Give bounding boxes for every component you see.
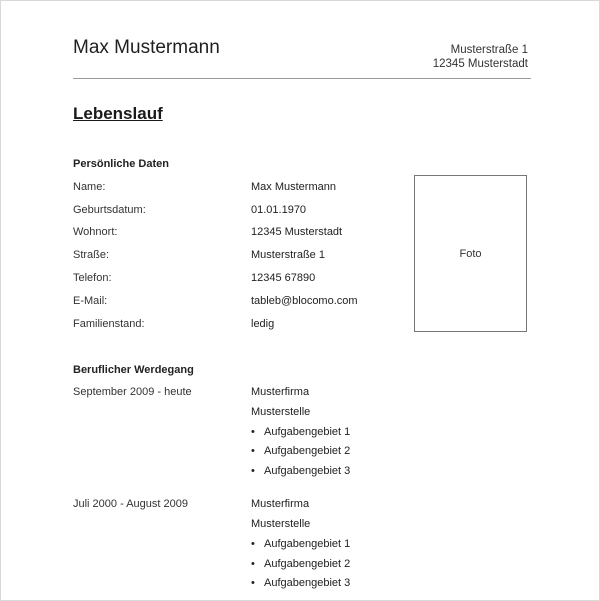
task-text: Aufgabengebiet 1: [264, 426, 351, 438]
row-value: 01.01.1970: [251, 204, 307, 216]
job-task: [251, 465, 350, 477]
task-text: Aufgabengebiet 3: [264, 577, 351, 589]
row-value: 12345 67890: [251, 272, 316, 284]
job-period: September 2009 - heute: [73, 386, 192, 398]
task-text: Aufgabengebiet 2: [264, 445, 351, 457]
photo-label: Foto: [459, 247, 482, 260]
bullet-icon: •: [251, 538, 255, 550]
personal-row-email: [73, 295, 393, 309]
row-value: tableb@blocomo.com: [251, 295, 358, 307]
bullet-icon: •: [251, 445, 255, 457]
task-text: Aufgabengebiet 2: [264, 558, 351, 570]
bullet-icon: •: [251, 558, 255, 570]
row-label: Name:: [73, 181, 106, 193]
job-company: Musterfirma: [251, 498, 310, 510]
bullet-icon: •: [251, 577, 255, 589]
photo-placeholder: [414, 175, 527, 332]
job-task: [251, 558, 350, 570]
row-value: ledig: [251, 318, 275, 330]
job-period: Juli 2000 - August 2009: [73, 498, 188, 510]
bullet-icon: •: [251, 426, 255, 438]
personal-row-residence: [73, 226, 393, 240]
bullet-icon: •: [251, 465, 255, 477]
personal-data-heading: Persönliche Daten: [73, 158, 169, 170]
job-position: Musterstelle: [251, 518, 311, 530]
job-task: [251, 445, 350, 457]
personal-row-name: [73, 181, 393, 195]
header-divider: [73, 78, 531, 79]
header-city: 12345 Musterstadt: [432, 58, 528, 70]
job-position: Musterstelle: [251, 406, 311, 418]
row-value: Musterstraße 1: [251, 249, 325, 261]
personal-row-birthdate: [73, 204, 393, 218]
job-task: [251, 426, 350, 438]
personal-row-street: [73, 249, 393, 263]
personal-row-marital-status: [73, 318, 393, 332]
row-value: Max Mustermann: [251, 181, 336, 193]
header-street: Musterstraße 1: [450, 44, 528, 56]
job-task: [251, 538, 350, 550]
task-text: Aufgabengebiet 3: [264, 465, 351, 477]
task-text: Aufgabengebiet 1: [264, 538, 351, 550]
header-address: [433, 43, 528, 71]
document-title: Lebenslauf: [73, 104, 163, 123]
career-heading: Beruflicher Werdegang: [73, 364, 194, 376]
job-task: [251, 577, 350, 589]
row-label: Familienstand:: [73, 318, 145, 330]
row-label: Wohnort:: [73, 226, 118, 238]
applicant-name: Max Mustermann: [73, 37, 220, 58]
row-label: E-Mail:: [73, 295, 108, 307]
row-label: Geburtsdatum:: [73, 204, 146, 216]
row-label: Telefon:: [73, 272, 112, 284]
row-value: 12345 Musterstadt: [251, 226, 343, 238]
row-label: Straße:: [73, 249, 110, 261]
personal-row-phone: [73, 272, 393, 286]
job-company: Musterfirma: [251, 386, 310, 398]
